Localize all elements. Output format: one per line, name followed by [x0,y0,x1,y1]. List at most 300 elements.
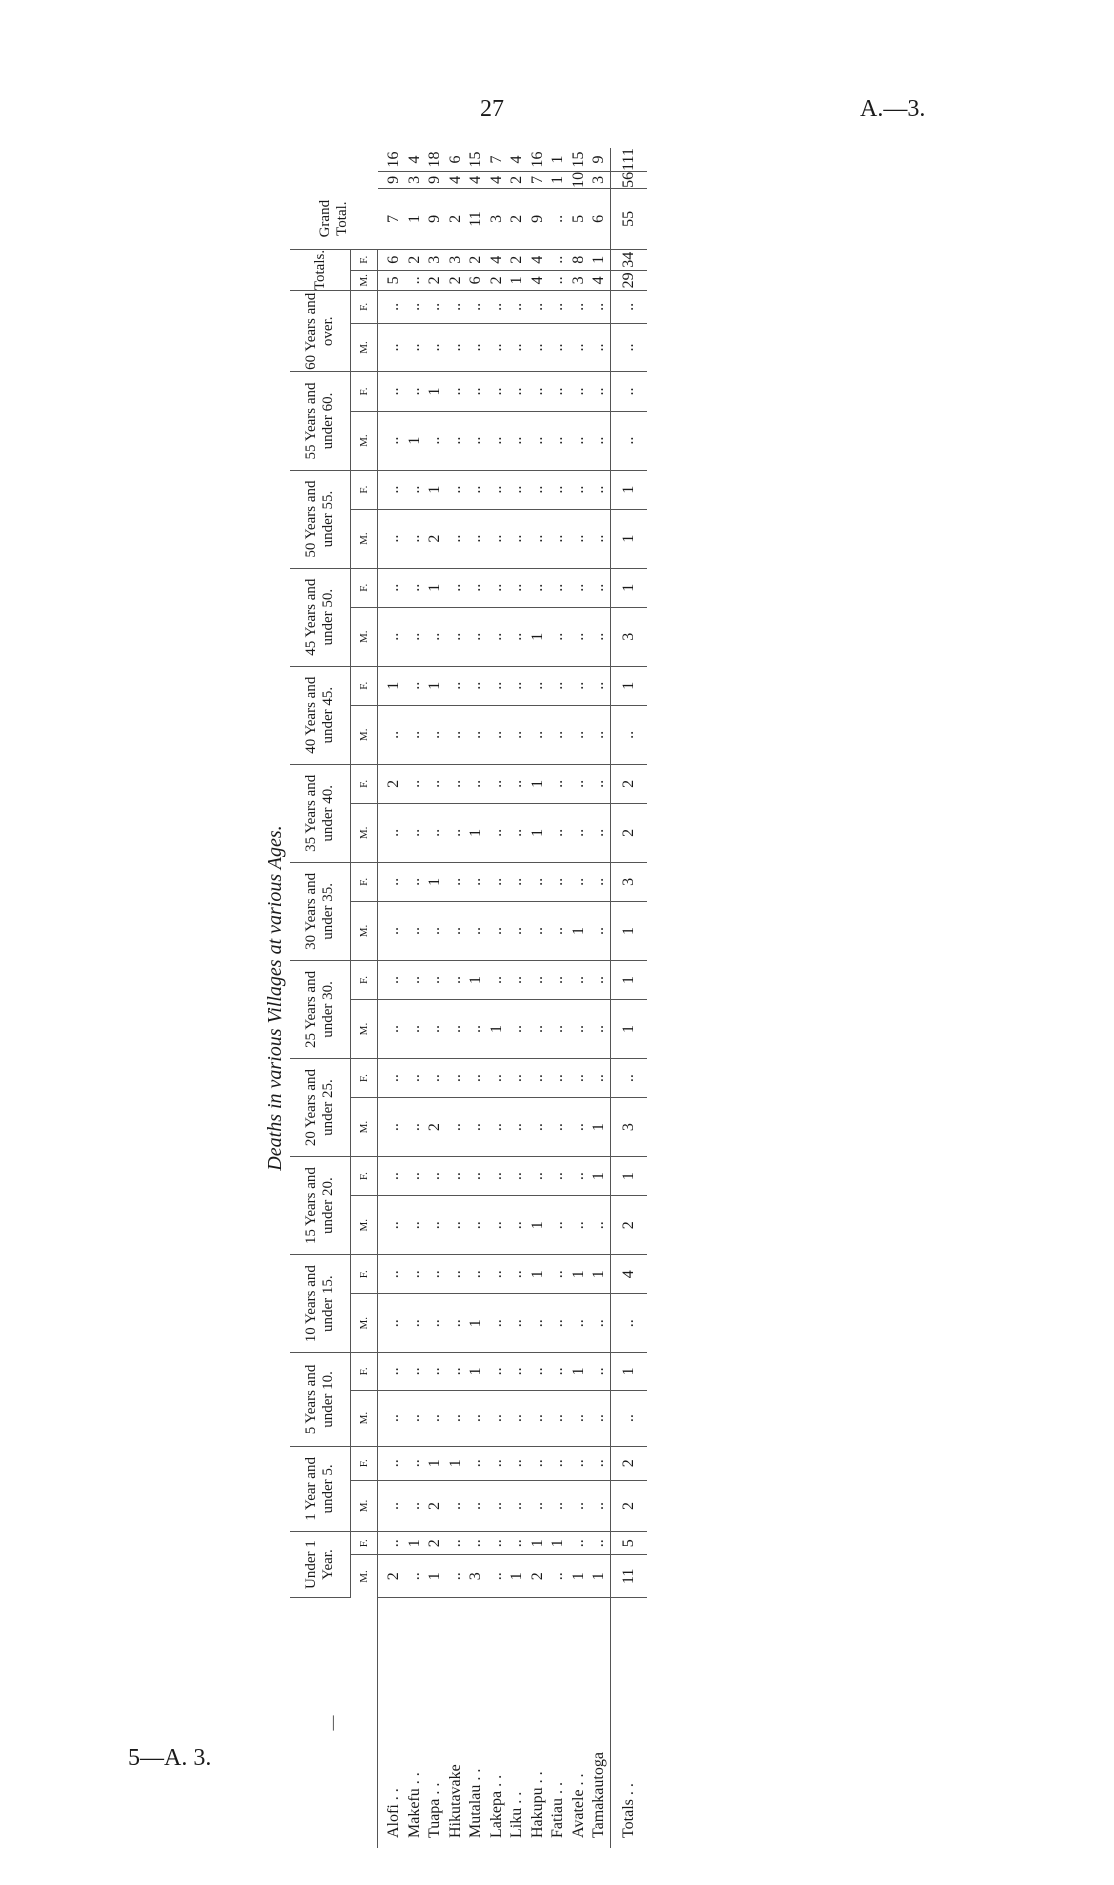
count-cell: .. [569,372,590,411]
count-cell: .. [446,372,467,411]
count-cell: 5 [569,188,590,249]
totals-cell: 2 [610,764,647,803]
count-cell: 1 [425,470,446,509]
male-subheader: M. [351,1480,378,1531]
count-cell: 3 [569,270,590,291]
count-cell: .. [487,862,508,901]
age-group-header: 30 Years and under 35. [290,862,351,960]
village-name: Tuapa . . [426,1782,444,1838]
count-cell: .. [405,1446,426,1480]
count-cell: 1 [425,1446,446,1480]
count-cell: .. [507,1157,528,1196]
count-cell: .. [528,1480,549,1531]
count-cell: .. [405,902,426,961]
count-cell: .. [528,862,549,901]
count-cell: .. [487,1532,508,1555]
count-cell: .. [466,862,487,901]
count-cell: .. [446,607,467,666]
count-cell: .. [425,1353,446,1390]
count-cell: .. [507,1480,528,1531]
count-cell: .. [405,372,426,411]
grand-total-cell: 7 [487,148,508,171]
table-title: Deaths in various Villages at various Ages. [264,825,286,1171]
count-cell: .. [507,372,528,411]
totals-cell: 55 [610,188,647,249]
female-subheader: F. [351,249,378,270]
count-cell: .. [405,1157,426,1196]
count-cell: .. [487,1353,508,1390]
count-cell: .. [548,372,569,411]
count-cell: .. [446,705,467,764]
table-row [507,148,528,1848]
count-cell: .. [569,666,590,705]
age-group-header: Under 1 Year. [290,1532,351,1598]
count-cell: .. [466,1098,487,1157]
totals-cell: .. [610,411,647,470]
count-cell: .. [589,902,610,961]
count-cell: .. [378,1353,405,1390]
count-cell: .. [405,666,426,705]
count-cell: .. [507,568,528,607]
count-cell: .. [528,1058,549,1097]
count-cell: .. [528,1390,549,1446]
totals-cell: .. [610,372,647,411]
count-cell: .. [589,1058,610,1097]
count-cell: 2 [378,1555,405,1598]
count-cell: .. [528,960,549,999]
count-cell: .. [378,1196,405,1255]
count-cell: .. [405,803,426,862]
grand-total-cell: 16 [378,148,405,171]
age-group-header: 40 Years and under 45. [290,666,351,764]
female-subheader: F. [351,1157,378,1196]
count-cell: .. [487,1255,508,1294]
count-cell: .. [528,411,549,470]
count-cell: .. [466,411,487,470]
count-cell: .. [507,470,528,509]
count-cell: .. [446,1294,467,1353]
count-cell: .. [548,1353,569,1390]
totals-cell: 3 [610,607,647,666]
totals-cell: 1 [610,1353,647,1390]
count-cell: 4 [589,270,610,291]
count-cell: .. [378,1390,405,1446]
count-cell: 11 [466,188,487,249]
totals-cell: 1 [610,509,647,568]
female-subheader: F. [351,862,378,901]
count-cell: .. [466,1532,487,1555]
count-cell: .. [548,960,569,999]
count-cell: 1 [405,411,426,470]
count-cell: .. [378,960,405,999]
count-cell: 2 [425,1480,446,1531]
count-cell: .. [405,323,426,372]
village-name: Makefu . . [405,1772,423,1838]
count-cell: .. [548,764,569,803]
count-cell: .. [528,1294,549,1353]
count-cell: .. [569,1098,590,1157]
count-cell: .. [378,803,405,862]
count-cell: .. [378,1098,405,1157]
table-row [528,148,549,1848]
count-cell: .. [487,1555,508,1598]
count-cell: .. [569,1446,590,1480]
table-row [589,148,610,1848]
count-cell: .. [446,902,467,961]
count-cell: .. [589,1390,610,1446]
totals-cell: 2 [610,1480,647,1531]
count-cell: .. [446,1480,467,1531]
grand-total-cell: 6 [446,148,467,171]
count-cell: .. [507,291,528,323]
count-cell: 1 [425,372,446,411]
count-cell: .. [589,323,610,372]
footer-signature: 5—A. 3. [128,1745,212,1771]
count-cell: .. [487,803,508,862]
count-cell: .. [548,323,569,372]
count-cell: .. [487,1294,508,1353]
count-cell: .. [589,705,610,764]
count-cell: .. [569,1294,590,1353]
count-cell: 1 [589,1098,610,1157]
count-cell: .. [378,1294,405,1353]
count-cell: .. [569,1480,590,1531]
count-cell: .. [378,470,405,509]
female-subheader: F. [351,291,378,323]
count-cell: 2 [425,270,446,291]
totals-label: Totals . . [610,1598,647,1849]
count-cell: .. [446,1058,467,1097]
count-cell: .. [589,372,610,411]
count-cell: 1 [548,1532,569,1555]
count-cell: .. [507,1532,528,1555]
count-cell: .. [569,323,590,372]
count-cell: .. [425,1157,446,1196]
count-cell: .. [528,291,549,323]
female-subheader: F. [351,372,378,411]
count-cell: .. [487,666,508,705]
count-cell: .. [405,1353,426,1390]
count-cell: .. [405,705,426,764]
count-cell: .. [405,1196,426,1255]
count-cell: .. [405,509,426,568]
male-subheader: M. [351,1000,378,1059]
totals-cell: 1 [610,1157,647,1196]
count-cell: .. [589,291,610,323]
page-number: 27 [480,96,504,122]
totals-cell: 34 [610,249,647,270]
count-cell: .. [378,372,405,411]
age-group-header: 15 Years and under 20. [290,1157,351,1255]
count-cell: .. [569,960,590,999]
count-cell: .. [548,1294,569,1353]
count-cell: .. [487,1196,508,1255]
table-row [569,148,590,1848]
count-cell: .. [507,764,528,803]
count-cell: .. [528,568,549,607]
count-cell: .. [569,1058,590,1097]
count-cell: .. [446,1098,467,1157]
village-name: Hikutavake [446,1764,464,1838]
count-cell: .. [548,470,569,509]
count-cell: .. [446,764,467,803]
count-cell: .. [528,1446,549,1480]
count-cell: .. [487,764,508,803]
count-cell: .. [569,1532,590,1555]
count-cell: 6 [378,249,405,270]
count-cell: 9 [378,171,405,188]
count-cell: .. [405,862,426,901]
count-cell: 2 [507,171,528,188]
count-cell: 1 [466,803,487,862]
count-cell: .. [425,411,446,470]
female-subheader: F. [351,666,378,705]
count-cell: .. [405,1058,426,1097]
count-cell: 1 [589,249,610,270]
count-cell: .. [378,568,405,607]
count-cell: .. [446,323,467,372]
count-cell: .. [487,1446,508,1480]
count-cell: 10 [569,171,590,188]
count-cell: 3 [487,188,508,249]
totals-cell: 11 [610,1555,647,1598]
count-cell: .. [589,803,610,862]
count-cell: 1 [446,1446,467,1480]
count-cell: .. [446,509,467,568]
count-cell: .. [425,960,446,999]
count-cell: .. [507,607,528,666]
count-cell: .. [507,411,528,470]
count-cell: 1 [528,764,549,803]
count-cell: .. [548,1390,569,1446]
table-row [466,148,487,1848]
count-cell: .. [466,1480,487,1531]
count-cell: .. [569,607,590,666]
age-group-header: 55 Years and under 60. [290,372,351,470]
count-cell: .. [446,1555,467,1598]
count-cell: .. [487,1058,508,1097]
count-cell: .. [548,1480,569,1531]
count-cell: .. [446,411,467,470]
count-cell: .. [548,1058,569,1097]
totals-row [610,148,647,1848]
count-cell: .. [569,1157,590,1196]
count-cell: .. [446,1000,467,1059]
count-cell: .. [507,960,528,999]
count-cell: .. [487,960,508,999]
count-cell: 6 [589,188,610,249]
count-cell: .. [466,1058,487,1097]
count-cell: 2 [507,249,528,270]
grand-total-cell: 9 [589,148,610,171]
count-cell: .. [446,803,467,862]
count-cell: 1 [528,1532,549,1555]
female-subheader: F. [351,1255,378,1294]
male-subheader: M. [351,1555,378,1598]
count-cell: .. [466,568,487,607]
grand-total-cell: 15 [569,148,590,171]
count-cell: .. [425,902,446,961]
count-cell: 1 [589,1255,610,1294]
count-cell: .. [487,1390,508,1446]
count-cell: .. [466,291,487,323]
count-cell: 4 [446,171,467,188]
count-cell: .. [487,1480,508,1531]
count-cell: 2 [378,764,405,803]
count-cell: .. [466,705,487,764]
count-cell: .. [466,902,487,961]
count-cell: .. [405,1294,426,1353]
count-cell: .. [446,1255,467,1294]
count-cell: .. [507,1196,528,1255]
totals-cell: .. [610,1294,647,1353]
age-group-header: 35 Years and under 40. [290,764,351,862]
male-subheader: M. [351,803,378,862]
village-name: Tamakautoga [590,1752,608,1838]
village-name: Hakupu . . [528,1771,546,1838]
age-group-header: 50 Years and under 55. [290,470,351,568]
count-cell: .. [446,291,467,323]
table-row [425,148,446,1848]
count-cell: .. [487,323,508,372]
count-cell: .. [548,666,569,705]
count-cell: .. [378,607,405,666]
count-cell: .. [466,764,487,803]
grand-total-cell: 1 [548,148,569,171]
count-cell: .. [569,1196,590,1255]
count-cell: .. [589,764,610,803]
count-cell: .. [425,1390,446,1446]
count-cell: .. [528,1157,549,1196]
count-cell: .. [569,803,590,862]
grand-total-cell: 4 [405,148,426,171]
grand-total-cell: 15 [466,148,487,171]
count-cell: .. [548,1157,569,1196]
count-cell: 5 [378,270,405,291]
totals-cell: 1 [610,960,647,999]
count-cell: .. [425,323,446,372]
totals-cell: 3 [610,1098,647,1157]
count-cell: .. [507,1098,528,1157]
count-cell: .. [405,960,426,999]
count-cell: 2 [425,509,446,568]
count-cell: .. [569,291,590,323]
count-cell: 2 [528,1555,549,1598]
count-cell: .. [528,1000,549,1059]
count-cell: .. [548,1000,569,1059]
count-cell: 1 [528,1255,549,1294]
count-cell: .. [507,509,528,568]
count-cell: .. [405,1390,426,1446]
count-cell: .. [405,568,426,607]
count-cell: .. [548,1196,569,1255]
count-cell: 1 [378,666,405,705]
count-cell: .. [589,1446,610,1480]
count-cell: .. [589,1000,610,1059]
count-cell: 1 [487,1000,508,1059]
count-cell: 6 [466,270,487,291]
count-cell: .. [548,509,569,568]
count-cell: .. [378,291,405,323]
count-cell: .. [378,509,405,568]
female-subheader: F. [351,1058,378,1097]
count-cell: 3 [446,249,467,270]
count-cell: 2 [446,188,467,249]
count-cell: .. [487,1098,508,1157]
count-cell: .. [548,291,569,323]
count-cell: .. [528,666,549,705]
count-cell: .. [405,1000,426,1059]
count-cell: 4 [466,171,487,188]
male-subheader: M. [351,323,378,372]
count-cell: .. [548,862,569,901]
totals-cell: 56 [610,171,647,188]
count-cell: .. [507,666,528,705]
count-cell: .. [487,411,508,470]
count-cell: .. [569,1000,590,1059]
count-cell: .. [589,1480,610,1531]
count-cell: .. [569,705,590,764]
count-cell: .. [528,509,549,568]
age-group-header: 1 Year and under 5. [290,1446,351,1531]
count-cell: .. [466,1390,487,1446]
count-cell: 4 [487,249,508,270]
count-cell: .. [405,1255,426,1294]
male-subheader: M. [351,270,378,291]
rotated-table-block [264,148,750,1848]
deaths-table [290,148,647,1848]
totals-cell: 1 [610,902,647,961]
age-group-header: 20 Years and under 25. [290,1058,351,1156]
count-cell: 3 [405,171,426,188]
count-cell: .. [378,1255,405,1294]
count-cell: .. [466,1157,487,1196]
totals-cell: 4 [610,1255,647,1294]
count-cell: .. [446,862,467,901]
count-cell: .. [569,470,590,509]
totals-cell: .. [610,291,647,323]
count-cell: .. [378,902,405,961]
count-cell: 1 [569,902,590,961]
count-cell: .. [425,1255,446,1294]
count-cell: 1 [528,1196,549,1255]
count-cell: 1 [425,862,446,901]
count-cell: .. [507,1353,528,1390]
age-group-header: 45 Years and under 50. [290,568,351,666]
count-cell: 1 [589,1157,610,1196]
count-cell: .. [548,1555,569,1598]
count-cell: .. [405,1555,426,1598]
count-cell: .. [487,568,508,607]
count-cell: 1 [405,1532,426,1555]
count-cell: .. [589,470,610,509]
count-cell: .. [528,902,549,961]
count-cell: .. [507,862,528,901]
count-cell: .. [589,509,610,568]
count-cell: .. [466,509,487,568]
count-cell: .. [446,470,467,509]
count-cell: .. [528,705,549,764]
count-cell: 9 [528,188,549,249]
count-cell: .. [548,270,569,291]
count-cell: .. [507,323,528,372]
count-cell: .. [405,764,426,803]
count-cell: .. [446,666,467,705]
count-cell: .. [378,1446,405,1480]
count-cell: .. [446,1390,467,1446]
count-cell: .. [569,568,590,607]
female-subheader: F. [351,470,378,509]
